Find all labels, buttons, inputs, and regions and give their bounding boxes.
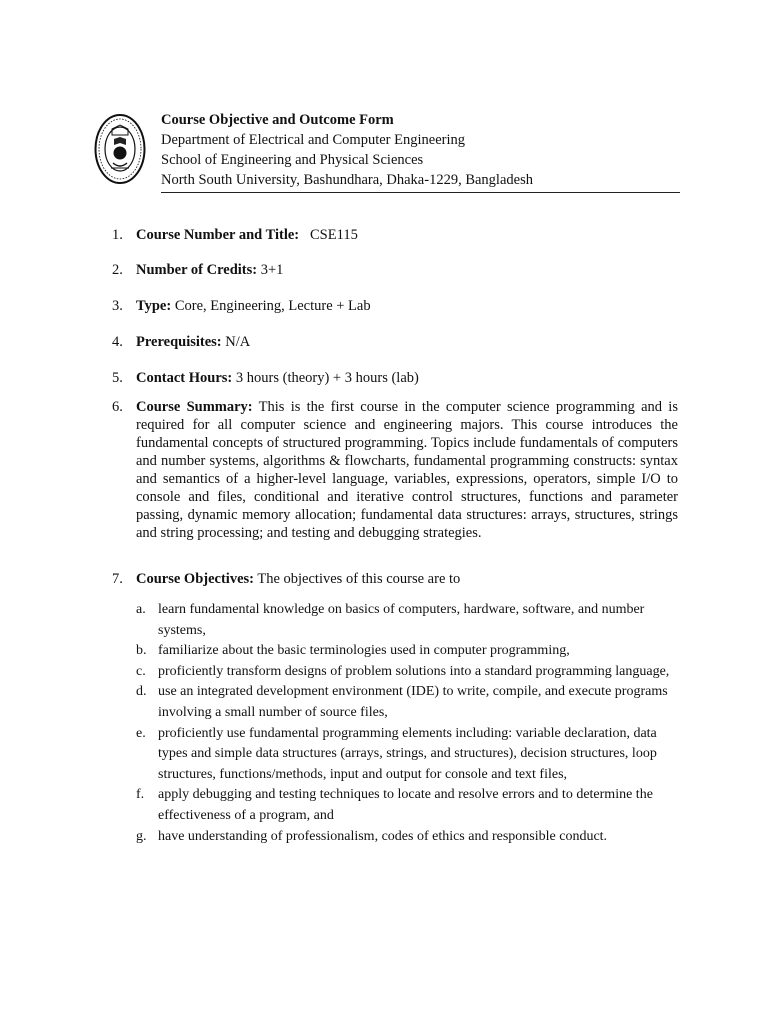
course-objectives-item	[112, 570, 678, 847]
objective-text: familiarize about the basic terminologies used in computer programming,	[158, 643, 570, 659]
item-label: Course Objectives:	[136, 571, 254, 587]
item-number: 3.	[112, 298, 123, 314]
objective-letter: c.	[136, 663, 146, 679]
item-number: 4.	[112, 334, 123, 350]
objective-letter: d.	[136, 684, 147, 700]
item-label: Prerequisites:	[136, 334, 222, 350]
school-line: School of Engineering and Physical Sciences	[161, 152, 424, 168]
objective-text: use an integrated development environment (IDE) to write, compile, and execute programs involving a small number of source files,	[158, 684, 668, 720]
objective-item	[136, 682, 678, 723]
item-label: Type:	[136, 298, 172, 314]
item-label: Contact Hours:	[136, 370, 233, 386]
credits-item	[112, 261, 678, 279]
item-value: N/A	[225, 334, 251, 350]
objective-letter: e.	[136, 725, 146, 741]
course-number-item	[112, 226, 678, 244]
form-header	[161, 110, 680, 193]
item-label: Number of Credits:	[136, 262, 258, 278]
objective-item	[136, 662, 678, 683]
objective-text: have understanding of professionalism, codes of ethics and responsible conduct.	[158, 828, 608, 844]
objectives-list	[136, 600, 678, 847]
item-value: 3 hours (theory) + 3 hours (lab)	[235, 370, 419, 386]
contact-hours-item	[112, 369, 678, 387]
objective-text: apply debugging and testing techniques to locate and resolve errors and to determine the effectiveness of a program, and	[158, 787, 653, 823]
prerequisites-item	[112, 333, 678, 351]
type-item	[112, 297, 678, 315]
objective-letter: b.	[136, 643, 147, 659]
item-number: 7.	[112, 571, 123, 587]
objective-letter: f.	[136, 787, 145, 803]
objective-letter: a.	[136, 602, 146, 617]
course-info-list	[112, 226, 678, 847]
item-value: 3+1	[260, 262, 284, 278]
item-number: 5.	[112, 370, 123, 386]
university-seal-icon	[94, 113, 146, 185]
department-line: Department of Electrical and Computer Engineering	[161, 132, 465, 148]
objective-item	[136, 724, 678, 786]
item-value: This is the first course in the computer science programming and is required for all computer science and engineering majors. This course introduces the fundamental concepts of structured programming. Topics include fundamentals of computers and number systems, algorithms & flowcharts, fundamental programming constructs: syntax and semantics of a higher-level language, variables, expressions, operators, simple I/O to console and files, conditional and iterative control structures, functions and parameter passing, dynamic memory allocation; fundamental data structures: arrays, structures, strings and string processing; and testing and debugging strategies.	[136, 399, 678, 541]
objective-letter: g.	[136, 828, 147, 844]
objective-item	[136, 600, 678, 641]
item-label: Course Number and Title:	[136, 227, 300, 243]
item-number: 6.	[112, 399, 123, 415]
item-number: 1.	[112, 227, 123, 243]
address-line: North South University, Bashundhara, Dhaka-1229, Bangladesh	[161, 172, 533, 188]
item-value: CSE115	[310, 227, 358, 243]
item-number: 2.	[112, 262, 123, 278]
form-title: Course Objective and Outcome Form	[161, 112, 394, 128]
item-value: Core, Engineering, Lecture + Lab	[174, 298, 371, 314]
objective-item	[136, 785, 678, 826]
objective-item	[136, 641, 678, 662]
objective-text: proficiently transform designs of problem solutions into a standard programming language,	[158, 663, 670, 679]
item-value: The objectives of this course are to	[257, 571, 461, 587]
course-summary-item	[112, 398, 678, 542]
objective-item	[136, 827, 678, 848]
objective-text: learn fundamental knowledge on basics of computers, hardware, software, and number systems,	[158, 602, 645, 638]
objective-text: proficiently use fundamental programming elements including: variable declaration, data types and simple data structures (arrays, strings, and structures), decision structures, loop structures, functions/methods, input and output for console and text files,	[158, 725, 657, 782]
item-label: Course Summary:	[136, 399, 253, 415]
